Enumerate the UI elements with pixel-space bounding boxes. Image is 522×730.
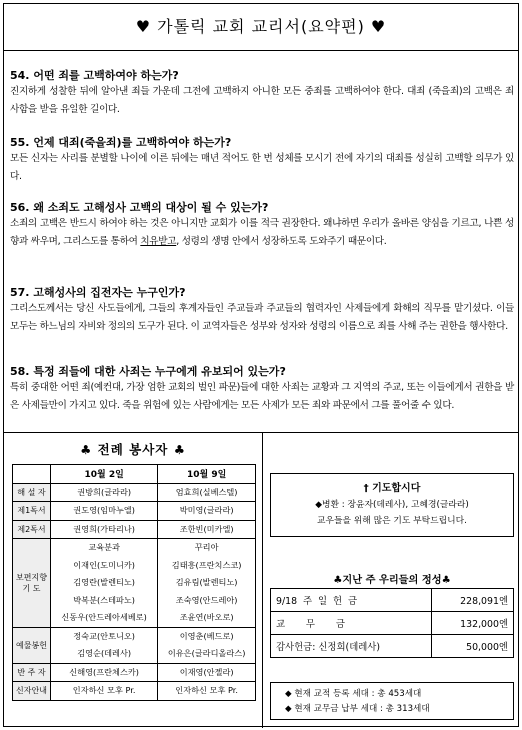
header-blank-cell	[13, 465, 51, 484]
volunteer-name: 김태흥(프란치스코)	[171, 559, 242, 570]
volunteer-cell: 엄효희(실베스텔)	[158, 483, 256, 502]
tithing-households: ◆ 현재 교무금 납부 세대 : 총 313세대	[285, 703, 430, 714]
title-divider	[4, 50, 518, 51]
qa-item	[10, 135, 514, 185]
volunteer-name: 김영란(발렌티노)	[73, 577, 136, 587]
volunteer-name: 조윤연(바오로)	[179, 612, 234, 622]
volunteer-cell: 권영희(가타리나)	[51, 520, 158, 539]
answer	[10, 300, 514, 335]
bulletin-page	[3, 3, 519, 727]
volunteer-cell	[51, 539, 158, 628]
volunteer-cell: 권방희(글라라)	[51, 483, 158, 502]
answer-text: , 성령의 생명 안에서 성장하도록 도와주기 때문이다.	[176, 235, 387, 247]
answer	[10, 83, 514, 118]
volunteer-cell: 이재영(안젤라)	[158, 663, 256, 682]
volunteer-cell: 권도영(임마누엘)	[51, 502, 158, 521]
table-row	[13, 539, 256, 628]
role-label: 보편지향 기 도	[13, 539, 51, 628]
role-label: 해 설 자	[13, 483, 51, 502]
table-row	[13, 627, 256, 663]
volunteer-name: 이재인(도미니카)	[73, 559, 136, 570]
offering-row	[271, 635, 514, 658]
volunteer-cell	[51, 627, 158, 663]
prayer-title: † 기도합시다	[363, 483, 421, 494]
table-row	[13, 663, 256, 682]
volunteer-name: 조숙영(안드레아)	[175, 594, 238, 605]
offering-label: 9/18 주 일 헌 금	[271, 589, 432, 612]
question: 58. 특정 죄들에 대한 사죄는 누구에게 유보되어 있는가?	[10, 365, 286, 378]
underlined-text: 치유받고	[140, 235, 177, 247]
qa-item	[10, 68, 514, 118]
volunteer-name: 김영순(데레사)	[77, 648, 132, 658]
offering-label: 교 무 금	[271, 612, 432, 635]
answer	[10, 379, 514, 414]
offerings-title: ♣지난 주 우리들의 정성♣	[333, 575, 451, 586]
offering-amount: 50,000엔	[431, 635, 513, 658]
offering-row	[271, 612, 514, 635]
volunteer-name: 교육분과	[88, 542, 120, 552]
volunteer-cell: 조한빈(미카엘)	[158, 520, 256, 539]
role-label: 예물봉헌	[13, 627, 51, 663]
question: 54. 어떤 죄를 고백하여야 하는가?	[10, 69, 179, 82]
volunteer-cell	[158, 539, 256, 628]
answer-text: 모든 신자는 사리를 분별할 나이에 이른 뒤에는 매년 적어도 한 번 성체를 모시기 전에 자기의 대죄를 성실히 고백할 의무가 있다.	[10, 153, 514, 182]
parish-status-box	[270, 682, 514, 720]
table-row	[13, 502, 256, 521]
volunteer-name: 정숙교(안토니오)	[73, 630, 136, 641]
table-row	[13, 520, 256, 539]
section-divider	[4, 432, 518, 433]
offering-row	[271, 589, 514, 612]
qa-item	[10, 364, 514, 414]
table-row	[13, 483, 256, 502]
question: 56. 왜 소죄도 고해성사 고백의 대상이 될 수 있는가?	[10, 201, 269, 214]
table-header-row	[13, 465, 256, 484]
answer-text: 특히 중대한 어떤 죄(예컨대, 가장 엄한 교회의 벌인 파문)들에 대한 사죄는 교황과 그 지역의 주교, 또는 이들에게서 권한을 받은 사제들만이 가지고 있다. 죽을 위험에 있는 사람에게는 모든 사제가 모든 죄와 파문에서 그를 풀어줄 수 있다.	[10, 382, 514, 411]
page-title: ♥ 가톨릭 교회 교리서(요약편) ♥	[135, 17, 387, 36]
offering-amount: 132,000엔	[431, 612, 513, 635]
answer-text: 그리스도께서는 당신 사도들에게, 그들의 후계자들인 주교들과 주교들의 협력자인 사제들에게 화해의 직무를 맡기셨다. 이들 모두는 하느님의 자비와 정의의 도구가 된다. 이 교역자들은 성부와 성자와 성령의 이름으로 죄를 사해 주는 권한을 행사한다.	[10, 303, 514, 332]
volunteer-cell: 인자하신 모후 Pr.	[158, 682, 256, 701]
offerings-table	[270, 588, 514, 658]
answer-text: 진지하게 성찰한 뒤에 알아낸 죄들 가운데 그전에 고백하지 아니한 모든 중죄를 고백하여야 한다. 대죄 (죽을죄)의 고백은 죄 사함을 받을 유일한 길이다.	[10, 86, 514, 115]
volunteer-cell: 신해영(프란체스카)	[51, 663, 158, 682]
answer-text: 소죄의 고백은 반드시 하여야 하는 것은 아니지만 교회가 이를 적극 권장한다. 왜냐하면 우리가 올바른 양심을 기르고, 나쁜 성향과 싸우며, 그리스도를 통하여	[10, 218, 514, 247]
volunteer-cell: 인자하신 모후 Pr.	[51, 682, 158, 701]
role-label: 반 주 자	[13, 663, 51, 682]
prayer-sick-list: ◆병환 : 장윤자(데레사), 고혜경(글라라)	[315, 500, 469, 510]
prayer-box	[270, 473, 514, 537]
answer	[10, 215, 514, 250]
role-label: 제2독서	[13, 520, 51, 539]
offering-amount: 228,091엔	[431, 589, 513, 612]
volunteer-name: 이유은(글라디올라스)	[167, 648, 246, 658]
date-header: 10월 2일	[51, 465, 158, 484]
role-label: 신자안내	[13, 682, 51, 701]
volunteer-name: 꾸리아	[194, 542, 219, 552]
registered-households: ◆ 현재 교적 등록 세대 : 총 453세대	[285, 689, 422, 699]
date-header: 10월 9일	[158, 465, 256, 484]
volunteer-name: 김유림(발렌티노)	[175, 577, 238, 587]
table-row	[13, 682, 256, 701]
volunteer-name: 이영춘(베드로)	[179, 630, 234, 641]
volunteer-name: 신동우(안드레아세베로)	[61, 612, 147, 622]
prayer-request: 교우들을 위해 많은 기도 부탁드립니다.	[317, 516, 467, 526]
column-divider	[262, 432, 263, 728]
answer	[10, 150, 514, 185]
qa-item	[10, 285, 514, 335]
volunteers-table	[12, 464, 256, 701]
qa-item	[10, 200, 514, 250]
volunteer-cell: 박미영(글라라)	[158, 502, 256, 521]
role-label: 제1독서	[13, 502, 51, 521]
question: 57. 고해성사의 집전자는 누구인가?	[10, 286, 186, 299]
question: 55. 언제 대죄(죽을죄)를 고백하여야 하는가?	[10, 136, 232, 149]
volunteer-cell	[158, 627, 256, 663]
offering-label: 감사헌금: 신정희(데레사)	[271, 635, 432, 658]
volunteer-name: 박복분(스테파노)	[73, 594, 136, 605]
volunteers-title: ♣ 전례 봉사자 ♣	[80, 442, 186, 457]
